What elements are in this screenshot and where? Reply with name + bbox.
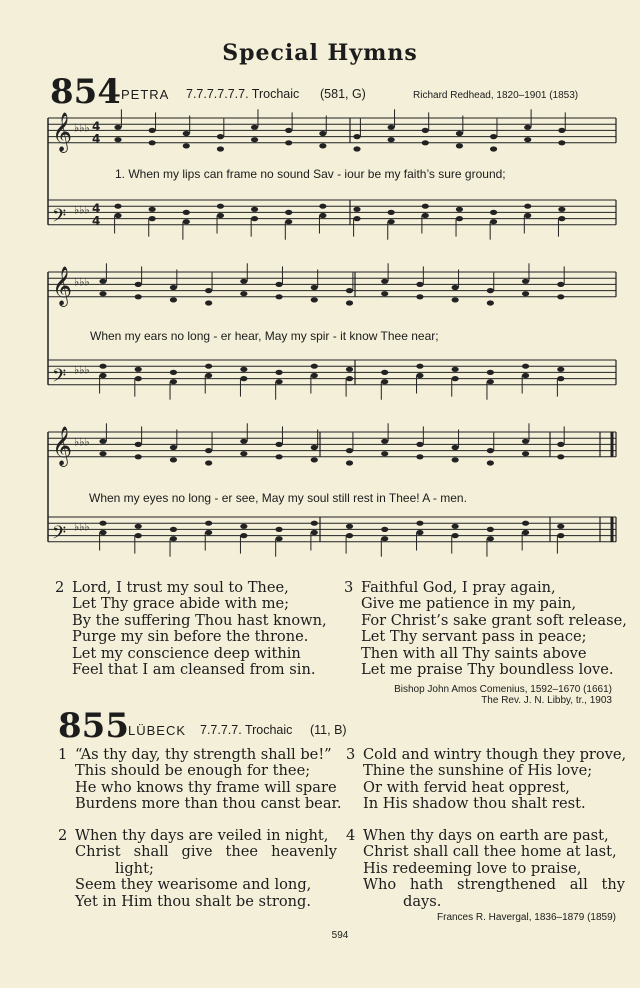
note-head	[99, 364, 106, 369]
note-head	[381, 291, 388, 296]
note-head	[205, 448, 212, 453]
music-lyric-line-2: When my ears no long - er hear, May my spir - it know Thee near;	[90, 329, 439, 343]
note-head	[557, 376, 564, 381]
note-head	[456, 131, 463, 136]
note-head	[422, 213, 429, 218]
note-head	[319, 143, 326, 148]
note-head	[487, 527, 494, 532]
note-head	[353, 146, 360, 151]
note-head	[346, 533, 353, 538]
note-head	[240, 279, 247, 284]
note-head	[346, 448, 353, 453]
stanza-line: Burdens more than thou canst bear.	[75, 795, 342, 813]
note-head	[353, 134, 360, 139]
note-head	[452, 457, 459, 462]
stanza-line: Seem they wearisome and long,	[75, 876, 312, 894]
music-lyric-line-1: 1. When my lips can frame no sound Sav - iour be my faith’s sure ground;	[115, 167, 506, 181]
note-head	[452, 524, 459, 529]
note-head	[353, 216, 360, 221]
stanza-line: In His shadow thou shalt rest.	[363, 795, 586, 813]
note-head	[388, 137, 395, 142]
bass-clef: 𝄢	[52, 205, 67, 231]
note-head	[275, 294, 282, 299]
note-head	[319, 204, 326, 209]
time-signature: 4	[92, 213, 101, 228]
note-head	[149, 128, 156, 133]
note-head	[275, 370, 282, 375]
stanza-line: For Christ’s sake grant soft release,	[361, 611, 627, 629]
bass-clef: 𝄢	[52, 365, 67, 391]
stanza-line: By the suffering Thou hast known,	[72, 611, 327, 629]
note-head	[285, 210, 292, 215]
note-head	[487, 460, 494, 465]
note-head	[114, 213, 121, 218]
note-head	[487, 370, 494, 375]
note-head	[524, 213, 531, 218]
note-head	[99, 530, 106, 535]
note-head	[135, 533, 142, 538]
stanza-line: Purge my sin before the throne.	[72, 628, 309, 646]
note-head	[240, 524, 247, 529]
stanza-line: Yet in Him thou shalt be strong.	[75, 892, 312, 910]
treble-clef: 𝄞	[52, 265, 73, 306]
note-head	[114, 125, 121, 130]
treble-clef: 𝄞	[52, 425, 73, 466]
note-head	[170, 297, 177, 302]
note-head	[557, 367, 564, 372]
note-head	[99, 279, 106, 284]
note-head	[558, 216, 565, 221]
note-head	[416, 364, 423, 369]
stanza-number: 2	[55, 579, 65, 596]
music-lyric-line-3: When my eyes no long - er see, May my soul still rest in Thee! A - men.	[89, 491, 467, 505]
stanza-line: Thine the sunshine of His love;	[363, 762, 593, 780]
meter: 7.7.7.7.7.7. Trochaic	[186, 87, 300, 101]
section-title: Special Hymns	[222, 40, 418, 66]
note-head	[319, 213, 326, 218]
note-head	[346, 460, 353, 465]
tune-name: LÜBECK	[128, 723, 187, 738]
note-head	[285, 128, 292, 133]
note-head	[558, 207, 565, 212]
note-head	[490, 146, 497, 151]
tune-name: PETRA	[121, 87, 170, 102]
note-head	[311, 530, 318, 535]
note-head	[522, 451, 529, 456]
stanza-line: Let me praise Thy boundless love.	[361, 661, 614, 679]
note-head	[381, 439, 388, 444]
stanza-line: Christ shall call thee home at last,	[363, 843, 617, 861]
stanza-line: Faithful God, I pray again,	[361, 579, 556, 596]
note-head	[346, 288, 353, 293]
tune-key: (11, B)	[310, 723, 347, 737]
stanza-line: Let my conscience deep within	[72, 644, 301, 662]
treble-clef: 𝄞	[52, 111, 73, 152]
stanza-line: Let Thy grace abide with me;	[72, 595, 290, 613]
note-head	[217, 213, 224, 218]
note-head	[490, 219, 497, 224]
bass-clef: 𝄢	[52, 522, 67, 548]
note-head	[170, 379, 177, 384]
note-head	[135, 282, 142, 287]
note-head	[170, 457, 177, 462]
flat-sign: ♭♭♭	[74, 121, 90, 135]
note-head	[416, 373, 423, 378]
note-head	[205, 364, 212, 369]
note-head	[205, 460, 212, 465]
note-head	[170, 536, 177, 541]
note-head	[240, 367, 247, 372]
note-head	[135, 294, 142, 299]
time-signature: 4	[92, 131, 101, 146]
note-head	[381, 536, 388, 541]
note-head	[456, 216, 463, 221]
note-head	[381, 370, 388, 375]
note-head	[490, 210, 497, 215]
note-head	[285, 140, 292, 145]
note-head	[311, 457, 318, 462]
note-head	[114, 204, 121, 209]
time-signature: 4	[92, 201, 101, 216]
note-head	[183, 143, 190, 148]
note-head	[311, 445, 318, 450]
note-head	[422, 140, 429, 145]
note-head	[99, 439, 106, 444]
note-head	[311, 297, 318, 302]
note-head	[205, 288, 212, 293]
note-head	[381, 451, 388, 456]
note-head	[205, 300, 212, 305]
note-head	[149, 207, 156, 212]
note-head	[217, 134, 224, 139]
note-head	[557, 533, 564, 538]
note-head	[135, 454, 142, 459]
note-head	[275, 379, 282, 384]
note-head	[452, 533, 459, 538]
note-head	[416, 442, 423, 447]
stanza-number: 2	[58, 827, 68, 844]
composer-credit: Richard Redhead, 1820–1901 (1853)	[413, 90, 579, 101]
translator-credit-2: The Rev. J. N. Libby, tr., 1903	[481, 695, 612, 706]
note-head	[452, 376, 459, 381]
note-head	[135, 367, 142, 372]
flat-sign: ♭♭♭	[74, 435, 90, 449]
stanza-number: 4	[346, 827, 356, 844]
note-head	[381, 527, 388, 532]
stanza-line: Cold and wintry though they prove,	[363, 746, 627, 763]
note-head	[319, 131, 326, 136]
note-head	[99, 521, 106, 526]
note-head	[170, 445, 177, 450]
note-head	[346, 376, 353, 381]
note-head	[251, 207, 258, 212]
note-head	[311, 373, 318, 378]
note-head	[99, 291, 106, 296]
note-head	[170, 527, 177, 532]
note-head	[416, 282, 423, 287]
flat-sign: ♭♭♭	[74, 203, 90, 217]
stanza-line: Give me patience in my pain,	[361, 595, 577, 613]
note-head	[487, 448, 494, 453]
flat-sign: ♭♭♭	[74, 363, 90, 377]
flat-sign: ♭♭♭	[74, 520, 90, 534]
stanza-line: Or with fervid heat opprest,	[363, 778, 570, 796]
note-head	[217, 146, 224, 151]
note-head	[487, 536, 494, 541]
flat-sign: ♭♭♭	[74, 275, 90, 289]
note-head	[456, 207, 463, 212]
note-head	[416, 530, 423, 535]
note-head	[422, 128, 429, 133]
note-head	[381, 279, 388, 284]
note-head	[99, 451, 106, 456]
stanza-line: “As thy day, thy strength shall be!”	[75, 746, 332, 763]
note-head	[135, 376, 142, 381]
page-number: 594	[331, 930, 349, 941]
note-head	[114, 137, 121, 142]
note-head	[183, 131, 190, 136]
note-head	[170, 370, 177, 375]
note-head	[524, 125, 531, 130]
stanza-line: This should be enough for thee;	[75, 762, 311, 780]
note-head	[456, 143, 463, 148]
stanza-line: light;	[115, 859, 154, 877]
note-head	[205, 521, 212, 526]
note-head	[522, 364, 529, 369]
note-head	[240, 451, 247, 456]
stanza-line: Let Thy servant pass in peace;	[361, 628, 587, 646]
time-signature: 4	[92, 119, 101, 134]
note-head	[275, 536, 282, 541]
note-head	[522, 521, 529, 526]
note-head	[388, 219, 395, 224]
note-head	[135, 524, 142, 529]
meter: 7.7.7.7. Trochaic	[200, 723, 293, 737]
note-head	[346, 300, 353, 305]
note-head	[422, 204, 429, 209]
note-head	[205, 373, 212, 378]
note-head	[183, 210, 190, 215]
note-head	[311, 364, 318, 369]
tune-key: (581, G)	[320, 87, 366, 101]
note-head	[522, 439, 529, 444]
stanza-line: His redeeming love to praise,	[363, 859, 582, 877]
note-head	[452, 285, 459, 290]
note-head	[522, 291, 529, 296]
note-head	[217, 204, 224, 209]
stanza-line: Lord, I trust my soul to Thee,	[72, 579, 289, 596]
hymn-number-854: 854	[50, 72, 121, 112]
note-head	[275, 527, 282, 532]
note-head	[557, 524, 564, 529]
note-head	[240, 376, 247, 381]
note-head	[558, 140, 565, 145]
stanza-line: Who hath strengthened all thy	[363, 876, 625, 894]
note-head	[416, 294, 423, 299]
note-head	[346, 367, 353, 372]
note-head	[251, 137, 258, 142]
note-head	[99, 373, 106, 378]
stanza-number: 3	[346, 746, 356, 763]
note-head	[285, 219, 292, 224]
stanza-line: Feel that I am cleansed from sin.	[72, 661, 316, 679]
note-head	[205, 530, 212, 535]
note-head	[381, 379, 388, 384]
note-head	[524, 137, 531, 142]
stanza-line: Then with all Thy saints above	[361, 644, 587, 662]
note-head	[275, 282, 282, 287]
note-head	[487, 379, 494, 384]
author-credit: Frances R. Havergal, 1836–1879 (1859)	[437, 912, 616, 923]
note-head	[240, 533, 247, 538]
stanza-line: Christ shall give thee heavenly	[75, 843, 337, 861]
note-head	[251, 125, 258, 130]
note-head	[240, 439, 247, 444]
note-head	[240, 291, 247, 296]
note-head	[275, 442, 282, 447]
note-head	[522, 530, 529, 535]
note-head	[452, 297, 459, 302]
note-head	[487, 288, 494, 293]
stanza-number: 1	[58, 746, 68, 763]
note-head	[452, 445, 459, 450]
note-head	[275, 454, 282, 459]
note-head	[557, 454, 564, 459]
note-head	[311, 521, 318, 526]
note-head	[557, 282, 564, 287]
note-head	[452, 367, 459, 372]
note-head	[346, 524, 353, 529]
note-head	[416, 454, 423, 459]
note-head	[522, 279, 529, 284]
stanza-line: He who knows thy frame will spare	[75, 778, 337, 796]
note-head	[524, 204, 531, 209]
note-head	[135, 442, 142, 447]
stanza-line: When thy days are veiled in night,	[75, 827, 329, 844]
note-head	[251, 216, 258, 221]
translator-credit-1: Bishop John Amos Comenius, 1592–1670 (1661)	[394, 684, 612, 695]
note-head	[557, 442, 564, 447]
note-head	[487, 300, 494, 305]
note-head	[149, 216, 156, 221]
note-head	[149, 140, 156, 145]
stanza-line: When thy days on earth are past,	[363, 827, 609, 844]
hymn-number-855: 855	[58, 706, 129, 746]
stanza-number: 3	[344, 579, 354, 596]
note-head	[490, 134, 497, 139]
note-head	[388, 125, 395, 130]
note-head	[416, 521, 423, 526]
note-head	[388, 210, 395, 215]
note-head	[311, 285, 318, 290]
stanza-line: days.	[403, 892, 442, 910]
note-head	[183, 219, 190, 224]
note-head	[353, 207, 360, 212]
note-head	[522, 373, 529, 378]
note-head	[557, 294, 564, 299]
note-head	[558, 128, 565, 133]
note-head	[170, 285, 177, 290]
